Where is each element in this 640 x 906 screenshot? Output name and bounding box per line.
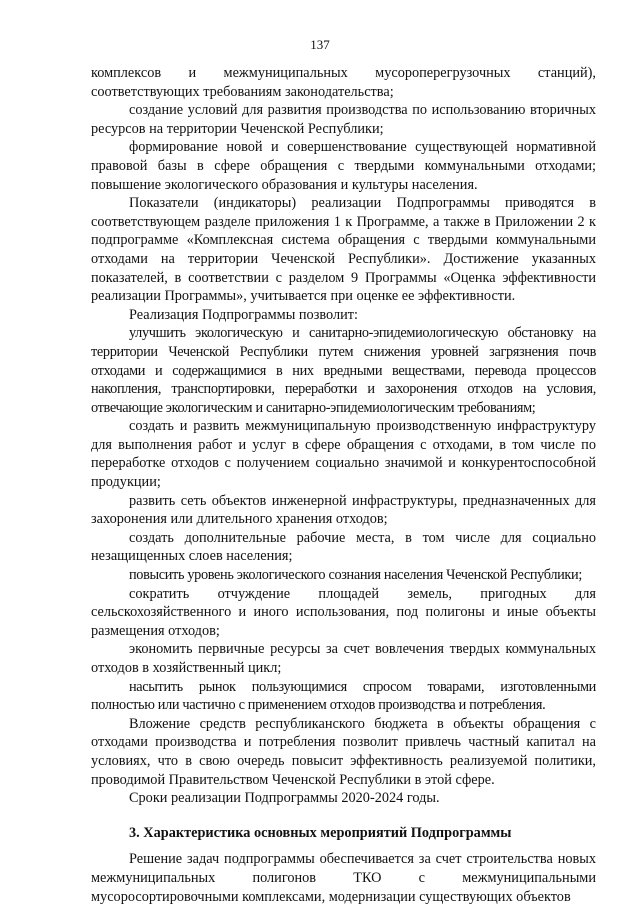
paragraph-regulatory-base: формирование новой и совершенствование существующей нормативной правовой базы в сфере обращения с твердыми коммунальными отходами; повышение экологического образования и культуры населения.: [91, 139, 596, 193]
paragraph-infrastructure: создать и развить межмуниципальную производственную инфраструктуру для выполнения работ и услуг в сфере обращения с отходами, в том числе по переработке отходов с получением социально значимой и конкурентоспособной продукции;: [91, 418, 596, 491]
paragraph-market: насытить рынок пользующимися спросом товарами, изготовленными полностью или частично с применением отходов производства и потребления.: [91, 678, 596, 714]
paragraph-section-intro: Решение задач подпрограммы обеспечивается за счет строительства новых межмуниципальных полигонов ТКО с межмуниципальными мусоросортировочными комплексами, модернизации существующих объектов: [91, 851, 596, 905]
section-heading: 3. Характеристика основных мероприятий Подпрограммы: [129, 824, 512, 841]
paragraph-awareness: повысить уровень экологического сознания населения Чеченской Республики;: [129, 567, 582, 584]
paragraph-secondary-resources: создание условий для развития производства по использованию вторичных ресурсов на территории Чеченской Республики;: [91, 102, 596, 137]
paragraph-land-use: сократить отчуждение площадей земель, пригодных для сельскохозяйственного и иного использования, под полигоны и иные объекты размещения отходов;: [91, 585, 596, 639]
document-body: [91, 64, 596, 906]
paragraph-ecology-improvement: улучшить экологическую и санитарно-эпидемиологическую обстановку на территории Чеченской Республики путем снижения уровней загрязнения почв отходами и содержащимися в них вредными веществами, перевода процессов накопления, транспортировки, переработки и захоронения отходов на условия, отвечающие экологическим и санитарно-эпидемиологическим требованиям;: [91, 325, 596, 416]
paragraph-jobs: создать дополнительные рабочие места, в том числе для социально незащищенных слоев населения;: [91, 529, 596, 565]
paragraph-timeline: Сроки реализации Подпрограммы 2020-2024 годы.: [129, 790, 440, 807]
paragraph-primary-resources: экономить первичные ресурсы за счет вовлечения твердых коммунальных отходов в хозяйственный цикл;: [91, 641, 596, 676]
paragraph-indicators: Показатели (индикаторы) реализации Подпрограммы приводятся в соответствующем разделе приложения 1 к Программе, а также в Приложении 2 к подпрограмме «Комплексная система обращения с твердыми коммунальными отходами на территории Чеченской Республики». Достижение указанных показателей, в соответствии с разделом 9 Программы «Оценка эффективности реализации Программы», учитывается при оценке ее эффективности.: [91, 195, 596, 305]
paragraph-investment: Вложение средств республиканского бюджета в объекты обращения с отходами производства и потребления позволит привлечь частный капитал на условиях, что в свою очередь повысит эффективность реализуемой политики, проводимой Правительством Чеченской Республики в этой сфере.: [91, 715, 596, 788]
page-number: 137: [310, 37, 330, 52]
paragraph-continuation: комплексов и межмуниципальных мусороперегрузочных станций), соответствующих требованиям законодательства;: [91, 65, 596, 100]
paragraph-engineering-network: развить сеть объектов инженерной инфраструктуры, предназначенных для захоронения или длительного хранения отходов;: [91, 492, 596, 528]
paragraph-implementation-intro: Реализация Подпрограммы позволит:: [129, 306, 358, 323]
